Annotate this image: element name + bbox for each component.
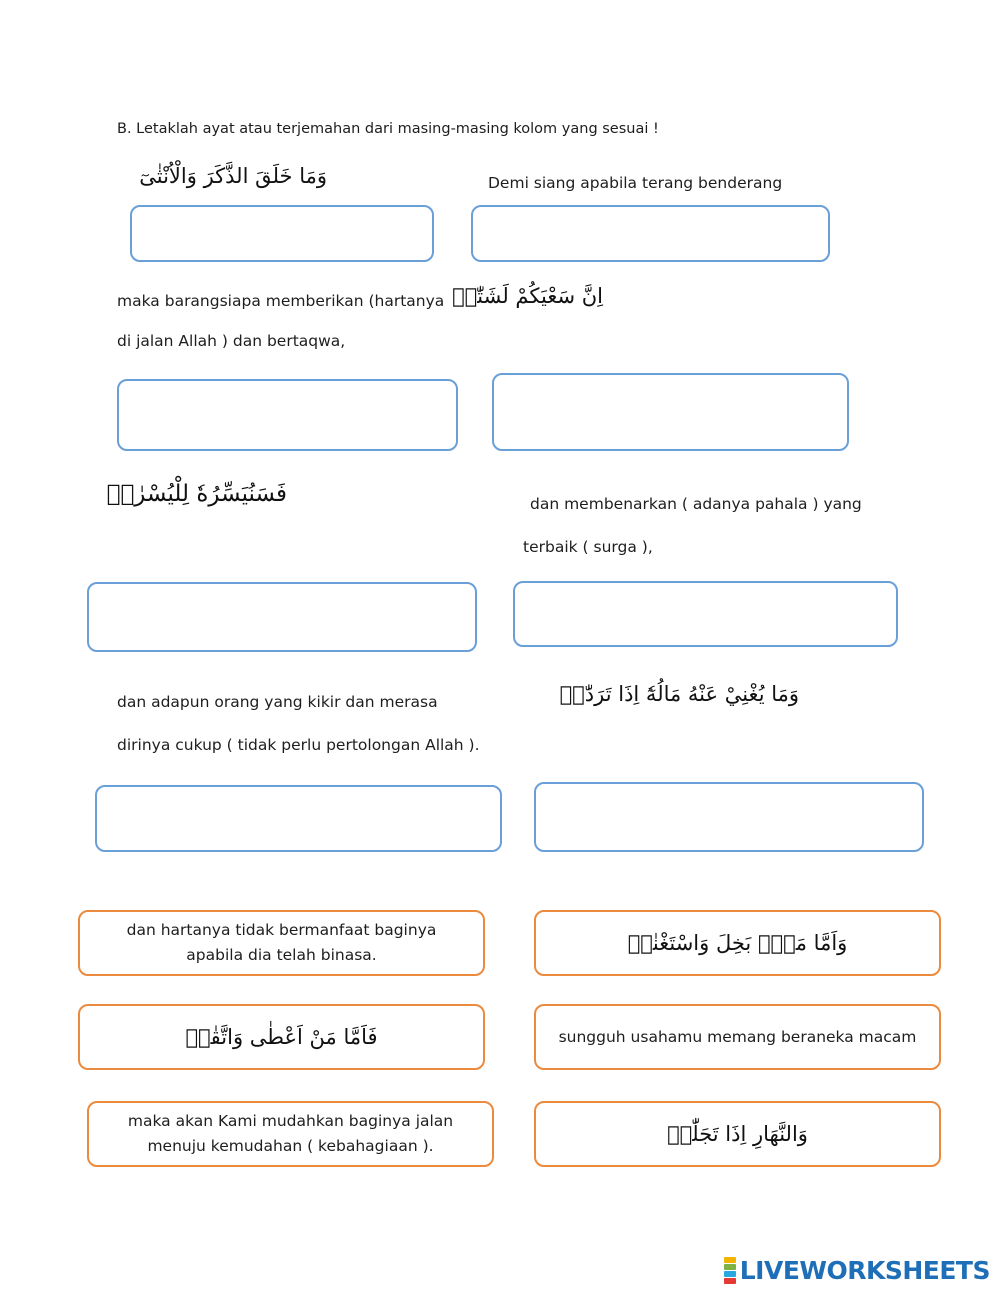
prompt-text-7-line1: dan adapun orang yang kikir dan merasa (117, 693, 438, 711)
drop-box-2[interactable] (471, 205, 830, 262)
answer-card-4-text: sungguh usahamu memang beraneka macam (558, 1027, 917, 1046)
prompt-text-3-line1: maka barangsiapa memberikan (hartanya (117, 292, 445, 310)
prompt-text-3-line2: di jalan Allah ) dan bertaqwa, (117, 332, 346, 350)
answer-card-3[interactable] (78, 1004, 485, 1070)
prompt-arabic-4: اِنَّ سَعْيَكُمْ لَشَتّٰىۗ (452, 284, 603, 308)
prompt-text-6-line1: dan membenarkan ( adanya pahala ) yang (530, 495, 862, 513)
prompt-text-7-line2: dirinya cukup ( tidak perlu pertolongan Allah ). (117, 736, 480, 754)
answer-card-6-text: وَالنَّهَارِ اِذَا تَجَلّٰىۙ (667, 1122, 808, 1146)
answer-card-1-text: dan hartanya tidak bermanfaat baginya apabila dia telah binasa. (126, 921, 437, 964)
drop-box-1[interactable] (130, 205, 434, 262)
answer-card-5[interactable] (87, 1101, 494, 1167)
liveworksheets-logo (724, 1256, 990, 1285)
logo-mark-icon (724, 1257, 736, 1284)
drop-box-5[interactable] (87, 582, 477, 652)
answer-card-2-text: وَاَمَّا مَنْۢ بَخِلَ وَاسْتَغْنٰىۙ (627, 931, 848, 955)
prompt-text-6-line2: terbaik ( surga ), (523, 538, 653, 556)
drop-box-7[interactable] (95, 785, 502, 852)
prompt-arabic-1: وَمَا خَلَقَ الذَّكَرَ وَالْاُنْثٰىٓ (139, 164, 327, 188)
prompt-text-2: Demi siang apabila terang benderang (488, 174, 783, 192)
drop-box-6[interactable] (513, 581, 898, 647)
prompt-arabic-8: وَمَا يُغْنِيْ عَنْهُ مَالُهٗٓ اِذَا تَرَدّٰىۗ (559, 682, 799, 706)
instruction-text: B. Letaklah ayat atau terjemahan dari masing-masing kolom yang sesuai ! (117, 121, 659, 137)
answer-card-3-text: فَاَمَّا مَنْ اَعْطٰى وَاتَّقٰىۙ (185, 1025, 378, 1049)
answer-card-1[interactable] (78, 910, 485, 976)
logo-text: LIVEWORKSHEETS (739, 1256, 990, 1285)
drop-box-8[interactable] (534, 782, 924, 852)
answer-card-2[interactable] (534, 910, 941, 976)
answer-card-4[interactable] (534, 1004, 941, 1070)
drop-box-4[interactable] (492, 373, 849, 451)
drop-box-3[interactable] (117, 379, 458, 451)
answer-card-6[interactable] (534, 1101, 941, 1167)
prompt-arabic-5: فَسَنُيَسِّرُهٗ لِلْيُسْرٰىۗ (106, 481, 287, 507)
answer-card-5-text: maka akan Kami mudahkan baginya jalan menuju kemudahan ( kebahagiaan ). (127, 1112, 454, 1155)
